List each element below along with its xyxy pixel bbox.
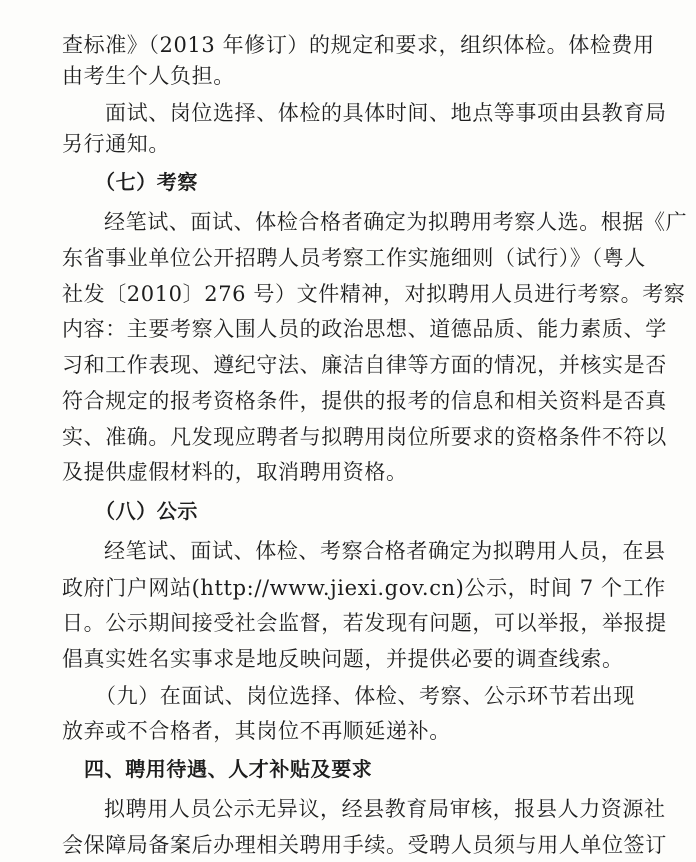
paragraph-line: 会保障局备案后办理相关聘用手续。受聘人员须与用人单位签订 [62, 833, 667, 857]
paragraph-line: 及提供虚假材料的，取消聘用资格。 [62, 460, 408, 484]
paragraph-line: 日。公示期间接受社会监督，若发现有问题，可以举报，举报提 [62, 611, 667, 635]
paragraph-line: 倡真实姓名实事求是地反映问题，并提供必要的调查线索。 [62, 647, 624, 671]
paragraph-line: 由考生个人负担。 [62, 64, 235, 88]
paragraph-line: 内容：主要考察入围人员的政治思想、道德品质、能力素质、学 [62, 317, 667, 341]
paragraph-line: 实、准确。凡发现应聘者与拟聘用岗位所要求的资格条件不符以 [62, 425, 667, 449]
section-heading-7: （七）考察 [95, 170, 198, 194]
paragraph-line: 习和工作表现、遵纪守法、廉洁自律等方面的情况，并核实是否 [62, 353, 667, 377]
paragraph-line: 放弃或不合格者，其岗位不再顺延递补。 [62, 719, 451, 743]
paragraph-line: 政府门户网站(http://www.jiexi.gov.cn)公示，时间 7 个工作 [62, 576, 666, 600]
paragraph-line: 东省事业单位公开招聘人员考察工作实施细则（试行）》（粤人 [62, 246, 646, 270]
paragraph-line: 查标准》（2013 年修订）的规定和要求，组织体检。体检费用 [62, 33, 655, 57]
paragraph-line: 面试、岗位选择、体检的具体时间、地点等事项由县教育局 [105, 101, 667, 125]
paragraph-line: （九）在面试、岗位选择、体检、考察、公示环节若出现 [95, 684, 635, 708]
paragraph-line: 社发〔2010〕276 号）文件精神，对拟聘用人员进行考察。考察 [62, 282, 686, 306]
paragraph-line: 拟聘用人员公示无异议，经县教育局审核，报县人力资源社 [104, 797, 666, 821]
section-heading-8: （八）公示 [95, 499, 198, 523]
paragraph-line: 另行通知。 [62, 132, 170, 156]
paragraph-line: 经笔试、面试、体检、考察合格者确定为拟聘用人员，在县 [104, 539, 666, 563]
paragraph-line: 经笔试、面试、体检合格者确定为拟聘用考察人选。根据《广 [104, 210, 688, 234]
paragraph-line: 符合规定的报考资格条件，提供的报考的信息和相关资料是否真 [62, 389, 667, 413]
chapter-heading-4: 四、聘用待遇、人才补贴及要求 [84, 757, 373, 781]
